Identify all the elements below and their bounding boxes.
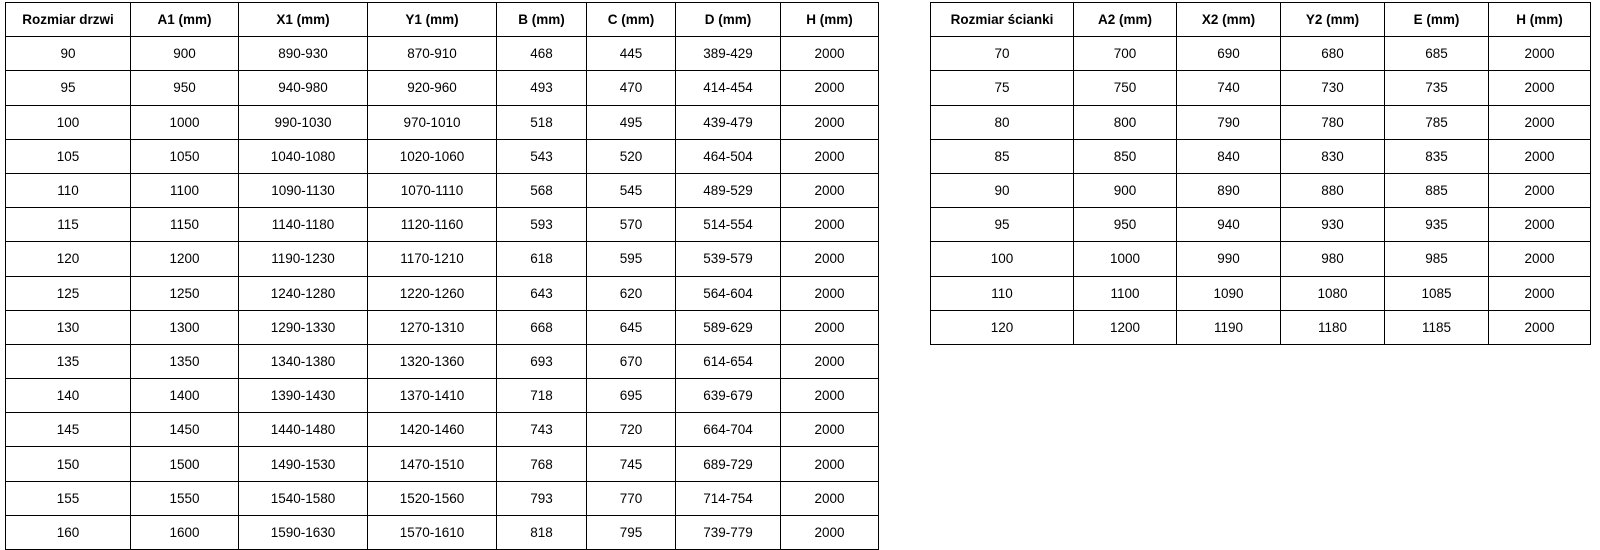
doors-cell: 1320-1360	[368, 344, 497, 378]
walls-cell: 900	[1074, 173, 1177, 207]
doors-cell: 1300	[131, 310, 239, 344]
walls-cell: 1185	[1385, 310, 1489, 344]
table-row	[6, 208, 879, 242]
doors-cell: 1140-1180	[239, 208, 368, 242]
walls-cell: 985	[1385, 242, 1489, 276]
table-row	[931, 71, 1591, 105]
walls-cell: 1100	[1074, 276, 1177, 310]
doors-cell: 950	[131, 71, 239, 105]
walls-cell: 785	[1385, 105, 1489, 139]
doors-cell: 1350	[131, 344, 239, 378]
walls-column-header: H (mm)	[1489, 3, 1591, 37]
doors-cell: 2000	[781, 481, 879, 515]
doors-cell: 1440-1480	[239, 413, 368, 447]
doors-cell: 468	[497, 37, 587, 71]
doors-cell: 620	[587, 276, 676, 310]
walls-cell: 700	[1074, 37, 1177, 71]
walls-cell: 950	[1074, 208, 1177, 242]
walls-column-header: Y2 (mm)	[1281, 3, 1385, 37]
walls-cell: 830	[1281, 139, 1385, 173]
doors-cell: 920-960	[368, 71, 497, 105]
doors-column-header: A1 (mm)	[131, 3, 239, 37]
doors-cell: 768	[497, 447, 587, 481]
doors-cell: 2000	[781, 344, 879, 378]
walls-column-header: A2 (mm)	[1074, 3, 1177, 37]
table-row	[6, 344, 879, 378]
walls-table-body	[931, 37, 1591, 345]
doors-cell: 1100	[131, 173, 239, 207]
doors-column-header: D (mm)	[676, 3, 781, 37]
doors-cell: 470	[587, 71, 676, 105]
doors-cell: 745	[587, 447, 676, 481]
doors-cell: 414-454	[676, 71, 781, 105]
doors-cell: 1500	[131, 447, 239, 481]
doors-cell: 493	[497, 71, 587, 105]
doors-cell: 1000	[131, 105, 239, 139]
walls-cell: 850	[1074, 139, 1177, 173]
walls-cell: 685	[1385, 37, 1489, 71]
walls-cell: 740	[1177, 71, 1281, 105]
doors-cell: 668	[497, 310, 587, 344]
doors-cell: 793	[497, 481, 587, 515]
walls-cell: 690	[1177, 37, 1281, 71]
table-row	[6, 515, 879, 549]
walls-cell: 90	[931, 173, 1074, 207]
doors-cell: 545	[587, 173, 676, 207]
doors-cell: 2000	[781, 242, 879, 276]
doors-cell: 689-729	[676, 447, 781, 481]
walls-cell: 95	[931, 208, 1074, 242]
walls-cell: 1080	[1281, 276, 1385, 310]
doors-cell: 445	[587, 37, 676, 71]
doors-cell: 2000	[781, 71, 879, 105]
doors-cell: 670	[587, 344, 676, 378]
doors-column-header: Y1 (mm)	[368, 3, 497, 37]
walls-cell: 2000	[1489, 105, 1591, 139]
walls-table-head	[931, 3, 1591, 37]
doors-header-row	[6, 3, 879, 37]
doors-table-head	[6, 3, 879, 37]
table-row	[6, 276, 879, 310]
doors-cell: 990-1030	[239, 105, 368, 139]
walls-column-header: Rozmiar ścianki	[931, 3, 1074, 37]
doors-cell: 618	[497, 242, 587, 276]
doors-cell: 1200	[131, 242, 239, 276]
doors-cell: 900	[131, 37, 239, 71]
doors-cell: 1470-1510	[368, 447, 497, 481]
walls-cell: 835	[1385, 139, 1489, 173]
doors-cell: 743	[497, 413, 587, 447]
doors-cell: 1590-1630	[239, 515, 368, 549]
table-row	[6, 310, 879, 344]
doors-cell: 2000	[781, 208, 879, 242]
doors-dimensions-table	[5, 2, 879, 550]
doors-cell: 1170-1210	[368, 242, 497, 276]
doors-cell: 1090-1130	[239, 173, 368, 207]
doors-cell: 1600	[131, 515, 239, 549]
walls-cell: 1200	[1074, 310, 1177, 344]
walls-cell: 730	[1281, 71, 1385, 105]
doors-cell: 514-554	[676, 208, 781, 242]
doors-cell: 1520-1560	[368, 481, 497, 515]
doors-cell: 1120-1160	[368, 208, 497, 242]
walls-cell: 750	[1074, 71, 1177, 105]
doors-column-header: X1 (mm)	[239, 3, 368, 37]
doors-cell: 1190-1230	[239, 242, 368, 276]
walls-cell: 840	[1177, 139, 1281, 173]
doors-cell: 135	[6, 344, 131, 378]
doors-cell: 539-579	[676, 242, 781, 276]
table-row	[931, 139, 1591, 173]
walls-cell: 930	[1281, 208, 1385, 242]
doors-cell: 1040-1080	[239, 139, 368, 173]
table-row	[931, 276, 1591, 310]
doors-cell: 2000	[781, 173, 879, 207]
doors-cell: 110	[6, 173, 131, 207]
doors-table-container	[5, 2, 879, 550]
walls-cell: 2000	[1489, 139, 1591, 173]
table-row	[931, 242, 1591, 276]
table-row	[6, 447, 879, 481]
walls-cell: 1000	[1074, 242, 1177, 276]
doors-cell: 2000	[781, 515, 879, 549]
doors-cell: 718	[497, 379, 587, 413]
doors-column-header: H (mm)	[781, 3, 879, 37]
doors-cell: 795	[587, 515, 676, 549]
walls-cell: 2000	[1489, 242, 1591, 276]
doors-cell: 970-1010	[368, 105, 497, 139]
doors-cell: 150	[6, 447, 131, 481]
doors-cell: 693	[497, 344, 587, 378]
walls-cell: 2000	[1489, 71, 1591, 105]
doors-cell: 1150	[131, 208, 239, 242]
doors-cell: 1240-1280	[239, 276, 368, 310]
doors-cell: 155	[6, 481, 131, 515]
doors-cell: 520	[587, 139, 676, 173]
doors-cell: 1490-1530	[239, 447, 368, 481]
doors-cell: 105	[6, 139, 131, 173]
table-row	[931, 208, 1591, 242]
walls-cell: 1180	[1281, 310, 1385, 344]
doors-cell: 120	[6, 242, 131, 276]
doors-cell: 818	[497, 515, 587, 549]
table-row	[6, 139, 879, 173]
doors-cell: 518	[497, 105, 587, 139]
doors-cell: 940-980	[239, 71, 368, 105]
doors-cell: 145	[6, 413, 131, 447]
doors-cell: 1020-1060	[368, 139, 497, 173]
doors-cell: 100	[6, 105, 131, 139]
doors-cell: 130	[6, 310, 131, 344]
doors-cell: 643	[497, 276, 587, 310]
table-row	[6, 71, 879, 105]
doors-cell: 614-654	[676, 344, 781, 378]
doors-cell: 2000	[781, 139, 879, 173]
doors-cell: 2000	[781, 379, 879, 413]
walls-dimensions-table	[930, 2, 1591, 345]
doors-cell: 140	[6, 379, 131, 413]
walls-cell: 70	[931, 37, 1074, 71]
doors-cell: 1400	[131, 379, 239, 413]
doors-cell: 1220-1260	[368, 276, 497, 310]
doors-cell: 90	[6, 37, 131, 71]
walls-cell: 790	[1177, 105, 1281, 139]
doors-cell: 1290-1330	[239, 310, 368, 344]
doors-cell: 2000	[781, 310, 879, 344]
doors-cell: 593	[497, 208, 587, 242]
doors-cell: 1070-1110	[368, 173, 497, 207]
walls-cell: 940	[1177, 208, 1281, 242]
doors-cell: 439-479	[676, 105, 781, 139]
doors-cell: 1540-1580	[239, 481, 368, 515]
doors-cell: 125	[6, 276, 131, 310]
walls-cell: 110	[931, 276, 1074, 310]
doors-cell: 2000	[781, 413, 879, 447]
doors-cell: 543	[497, 139, 587, 173]
doors-cell: 739-779	[676, 515, 781, 549]
doors-cell: 720	[587, 413, 676, 447]
walls-cell: 2000	[1489, 310, 1591, 344]
walls-cell: 2000	[1489, 173, 1591, 207]
walls-column-header: E (mm)	[1385, 3, 1489, 37]
doors-cell: 160	[6, 515, 131, 549]
table-row	[931, 105, 1591, 139]
doors-cell: 645	[587, 310, 676, 344]
doors-cell: 568	[497, 173, 587, 207]
table-row	[6, 379, 879, 413]
table-row	[6, 481, 879, 515]
walls-table-container	[930, 2, 1591, 345]
table-row	[6, 105, 879, 139]
doors-cell: 1340-1380	[239, 344, 368, 378]
doors-cell: 2000	[781, 447, 879, 481]
walls-cell: 980	[1281, 242, 1385, 276]
walls-cell: 1190	[1177, 310, 1281, 344]
doors-cell: 1420-1460	[368, 413, 497, 447]
doors-cell: 589-629	[676, 310, 781, 344]
walls-cell: 2000	[1489, 37, 1591, 71]
doors-cell: 1390-1430	[239, 379, 368, 413]
doors-cell: 890-930	[239, 37, 368, 71]
doors-table-body	[6, 37, 879, 550]
walls-cell: 990	[1177, 242, 1281, 276]
walls-cell: 1085	[1385, 276, 1489, 310]
table-row	[6, 37, 879, 71]
doors-column-header: C (mm)	[587, 3, 676, 37]
walls-cell: 780	[1281, 105, 1385, 139]
doors-cell: 770	[587, 481, 676, 515]
walls-header-row	[931, 3, 1591, 37]
table-row	[6, 413, 879, 447]
walls-cell: 800	[1074, 105, 1177, 139]
walls-cell: 80	[931, 105, 1074, 139]
walls-cell: 2000	[1489, 276, 1591, 310]
walls-cell: 735	[1385, 71, 1489, 105]
table-row	[931, 37, 1591, 71]
table-row	[931, 173, 1591, 207]
doors-cell: 695	[587, 379, 676, 413]
doors-cell: 1270-1310	[368, 310, 497, 344]
walls-cell: 1090	[1177, 276, 1281, 310]
doors-cell: 2000	[781, 37, 879, 71]
doors-cell: 2000	[781, 105, 879, 139]
walls-cell: 680	[1281, 37, 1385, 71]
table-row	[6, 173, 879, 207]
doors-cell: 495	[587, 105, 676, 139]
walls-cell: 885	[1385, 173, 1489, 207]
doors-cell: 464-504	[676, 139, 781, 173]
doors-cell: 1050	[131, 139, 239, 173]
table-row	[6, 242, 879, 276]
walls-cell: 2000	[1489, 208, 1591, 242]
walls-cell: 935	[1385, 208, 1489, 242]
doors-column-header: Rozmiar drzwi	[6, 3, 131, 37]
doors-cell: 95	[6, 71, 131, 105]
doors-cell: 664-704	[676, 413, 781, 447]
doors-cell: 1550	[131, 481, 239, 515]
doors-cell: 1570-1610	[368, 515, 497, 549]
doors-cell: 1370-1410	[368, 379, 497, 413]
doors-cell: 389-429	[676, 37, 781, 71]
doors-cell: 570	[587, 208, 676, 242]
doors-cell: 1250	[131, 276, 239, 310]
doors-cell: 714-754	[676, 481, 781, 515]
walls-cell: 890	[1177, 173, 1281, 207]
doors-cell: 639-679	[676, 379, 781, 413]
doors-cell: 870-910	[368, 37, 497, 71]
walls-cell: 75	[931, 71, 1074, 105]
walls-cell: 100	[931, 242, 1074, 276]
walls-column-header: X2 (mm)	[1177, 3, 1281, 37]
walls-cell: 120	[931, 310, 1074, 344]
doors-cell: 595	[587, 242, 676, 276]
doors-column-header: B (mm)	[497, 3, 587, 37]
doors-cell: 489-529	[676, 173, 781, 207]
doors-cell: 1450	[131, 413, 239, 447]
walls-cell: 880	[1281, 173, 1385, 207]
doors-cell: 2000	[781, 276, 879, 310]
table-row	[931, 310, 1591, 344]
walls-cell: 85	[931, 139, 1074, 173]
doors-cell: 115	[6, 208, 131, 242]
doors-cell: 564-604	[676, 276, 781, 310]
